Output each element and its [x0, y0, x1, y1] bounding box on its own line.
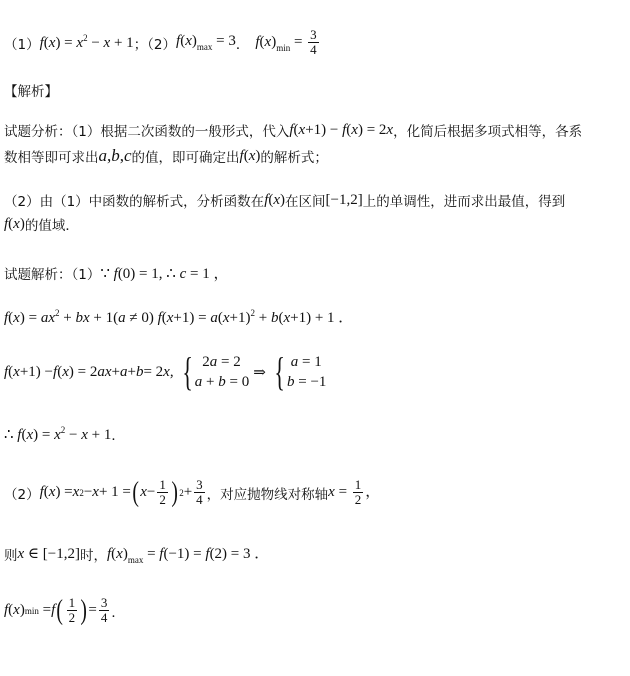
analysis-text-2a: 数相等即可求出: [4, 150, 99, 166]
answer-max-formula: $f(x)_{max} = 3$: [176, 33, 236, 52]
analysis-text-1b: ，化简后根据多项式相等，各系: [393, 124, 583, 140]
solution-part2-label: （2）: [4, 486, 40, 503]
solution-line-3: [4, 349, 330, 394]
analysis-line-3: [4, 190, 565, 210]
answer-part1-formula: $f(x) = x^2 - x + 1$: [39, 33, 134, 51]
solution-formula-range: x ∈ [−1,2]: [17, 546, 80, 562]
analysis-formula-fx3: f(x): [4, 215, 25, 232]
analysis-heading: 【解析】: [4, 84, 58, 100]
answer-separator: ；（2）: [133, 36, 177, 53]
solution-range-mid: 时，: [79, 547, 107, 564]
analysis-line-2: [4, 146, 328, 166]
analysis-text-3a: （2）由（1）中函数的解析式，分析函数在: [4, 194, 265, 210]
answer-dot: ．: [235, 36, 250, 53]
solution-line-2: [4, 306, 353, 327]
solution-formula-min: f ( x ) min = f ( $\frac{1}{2}$ ) = $\frac{3}{4}$: [4, 594, 108, 626]
solution-formula-system: f ( x +1) − f ( x ) = 2 ax + a + b = 2 x , { 2a = 2 a + b = 0 ⇒ { a = 1 b = −1: [4, 349, 327, 394]
solution-line-6: [4, 542, 269, 565]
solution-formula-general: $f(x) = ax^2$ + bx + 1(a ≠ 0) $f(x+1) = a(x+1)^2 + b(x+1) + 1$ ．: [4, 308, 354, 326]
analysis-line-1: [4, 120, 582, 140]
solution-line-5: [4, 478, 380, 507]
analysis-formula-abc: a,b,c: [98, 146, 132, 165]
analysis-text-2b: 的值，即可确定出: [131, 150, 240, 166]
solution-formula-axis: x = $\frac{1}{2}$ ，: [328, 477, 381, 507]
solution-formula-max: $f(x)_{max} = f(-1) = f(2) = 3$ ．: [106, 546, 270, 565]
solution-line-4: [4, 424, 125, 444]
analysis-interval: [−1,2]: [325, 191, 363, 208]
solution-axis-text: ，对应抛物线对称轴: [206, 486, 329, 503]
answer-part1-label: （1）: [4, 36, 40, 53]
analysis-text-3c: 上的单调性，进而求出最值，得到: [362, 194, 566, 210]
analysis-text-2c: 的解析式；: [260, 150, 328, 166]
analysis-line-4: [4, 214, 79, 234]
solution-formula-vertex: f ( x ) = x 2 − x + 1 = ( x − $\frac{1}{2}$ ) 2 + $\frac{3}{4}$: [39, 476, 203, 508]
solution-intro: 试题解析：（1）: [4, 266, 101, 283]
solution-period-2: ．: [111, 604, 125, 621]
solution-line-1: [4, 262, 228, 283]
solution-period-1: ．: [111, 428, 125, 444]
solution-line-7: [4, 596, 125, 625]
analysis-formula-fx2: f(x): [264, 191, 286, 208]
answer-min-formula: $f(x)_{min}$ = $\frac{3}{4}$: [255, 27, 317, 57]
answer-line: [4, 28, 321, 57]
analysis-formula-diff: f(x+1) − f(x) = 2x: [289, 121, 394, 138]
solution-formula-f0: ∵ f(0) = 1, ∴ c = 1 ，: [100, 266, 229, 282]
analysis-text-4b: 的值域．: [24, 218, 79, 234]
solution-range-pre: 则: [4, 547, 18, 564]
analysis-formula-fx: f(x): [239, 147, 261, 164]
analysis-text-1a: 试题分析：（1）根据二次函数的一般形式，代入: [4, 124, 290, 140]
analysis-text-3b: 在区间: [285, 194, 326, 210]
solution-formula-result: ∴ $f(x) = x^2 - x + 1$: [4, 424, 112, 443]
